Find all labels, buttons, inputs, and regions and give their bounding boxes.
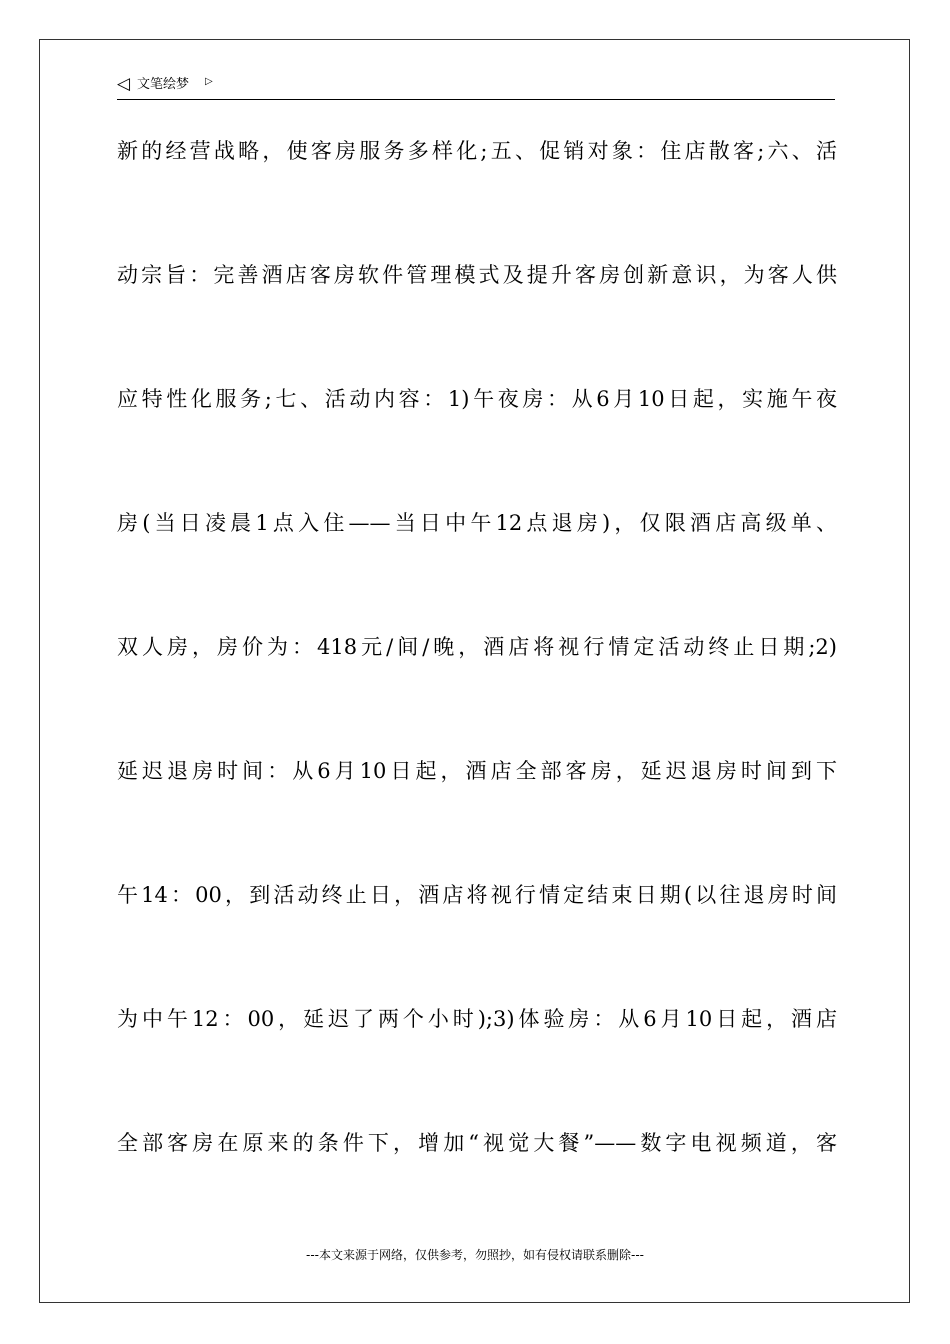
body-line: 双人房，房价为：418元/间/晚，酒店将视行情定活动终止日期;2) — [117, 635, 837, 659]
footer-disclaimer: ---本文来源于网络，仅供参考，勿照抄，如有侵权请联系删除--- — [306, 1248, 644, 1262]
body-line: 应特性化服务;七、活动内容：1)午夜房：从6月10日起，实施午夜 — [117, 387, 837, 411]
body-line: 动宗旨：完善酒店客房软件管理模式及提升客房创新意识，为客人供 — [117, 263, 837, 287]
body-line: 午14：00，到活动终止日，酒店将视行情定结束日期(以往退房时间 — [117, 883, 837, 907]
body-line: 延迟退房时间：从6月10日起，酒店全部客房，延迟退房时间到下 — [117, 759, 837, 783]
header-title: 文笔绘梦 — [137, 77, 190, 92]
left-triangle-icon: ◁ — [117, 74, 131, 94]
body-line: 房(当日凌晨1点入住——当日中午12点退房)，仅限酒店高级单、 — [117, 511, 837, 535]
body-line: 全部客房在原来的条件下，增加“视觉大餐”——数字电视频道，客 — [117, 1131, 837, 1155]
body-line: 新的经营战略，使客房服务多样化;五、促销对象：住店散客;六、活 — [117, 139, 837, 163]
right-triangle-icon: ▷ — [205, 76, 213, 87]
body-line: 为中午12：00，延迟了两个小时);3)体验房：从6月10日起，酒店 — [117, 1007, 837, 1031]
document-body — [117, 126, 837, 1242]
page-header — [117, 73, 835, 100]
